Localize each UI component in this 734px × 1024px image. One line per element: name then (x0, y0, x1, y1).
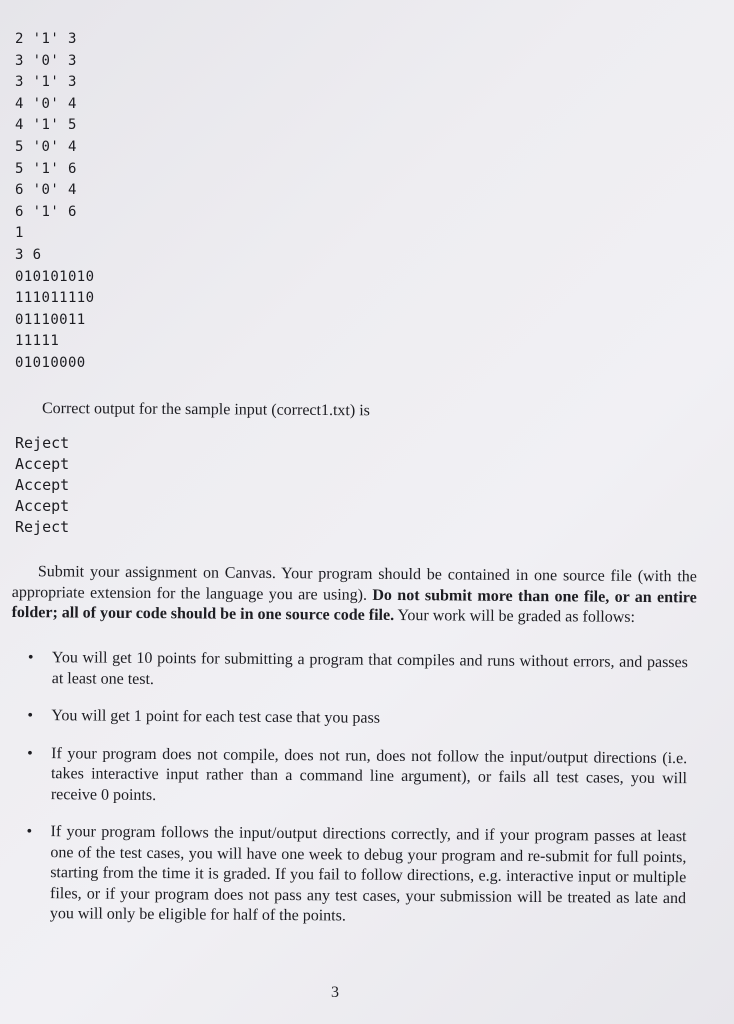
output-line: Reject (15, 518, 70, 536)
grading-item-text: You will get 1 point for each test case that you pass (51, 707, 381, 727)
correct-output-caption: Correct output for the sample input (correct1.txt) is (41, 400, 370, 420)
sample-input-line: 010101010 (15, 268, 95, 285)
grading-lead-in: Your work will be graded as follows: (397, 607, 636, 626)
sample-input-line: 3 '1' 3 (15, 74, 77, 91)
sample-input-line: 5 '0' 4 (15, 138, 77, 155)
submission-warning: Do not submit more than one file, or an entire folder; all of your code should be in one source code file. (11, 586, 697, 625)
sample-input-line: 01110011 (15, 311, 86, 328)
correct-output-listing (15, 433, 69, 538)
output-line: Accept (15, 497, 70, 515)
sample-input-line: 3 6 (15, 246, 42, 263)
sample-input-line: 3 '0' 3 (15, 52, 77, 69)
submission-intro: Submit your assignment on Canvas. Your program should be contained in one source file (with the appropriate extension for the language you are using). (11, 563, 697, 604)
sample-input-line: 4 '1' 5 (15, 117, 77, 134)
sample-input-line: 6 '1' 6 (15, 203, 77, 220)
sample-input-line: 4 '0' 4 (15, 95, 77, 112)
submission-paragraph (12, 562, 697, 629)
grading-item (27, 743, 687, 810)
output-line: Accept (15, 455, 70, 473)
bullet-icon: • (27, 706, 34, 725)
grading-item-text: If your program does not compile, does not run, does not follow the input/output directions (i.e. takes interactive input rather than a command line argument), or fails all test cases, you will receive 0 points. (50, 744, 688, 804)
page-number: 3 (331, 984, 339, 1001)
grading-item (28, 648, 688, 694)
sample-input-line: 1 (15, 225, 24, 242)
grading-item (27, 706, 687, 732)
bullet-icon: • (27, 648, 34, 667)
output-line: Accept (15, 476, 70, 494)
bullet-icon: • (26, 822, 33, 841)
grading-list (26, 648, 688, 947)
sample-input-line: 01010000 (15, 354, 86, 371)
bullet-icon: • (27, 744, 33, 762)
sample-input-line: 2 '1' 3 (15, 31, 77, 47)
grading-item-text: You will get 10 points for submitting a program that compiles and runs without errors, and passes at least one test. (51, 649, 688, 688)
grading-item-text: If your program follows the input/output directions correctly, and if your program passes at least one of the test cases, you will have one week to debug your program and re-submit for full points, starting from the time it is graded. If you fail to follow directions, e.g. interactive input or multiple files, or if your program does not pass any test cases, your submission will be treated as late and you will only be eligible for half of the points. (49, 823, 687, 925)
sample-input-line: 11111 (15, 333, 60, 350)
output-line: Reject (15, 434, 70, 452)
sample-input-line: 111011110 (15, 290, 95, 307)
sample-input-line: 5 '1' 6 (15, 160, 77, 177)
sample-input-line: 6 '0' 4 (15, 182, 77, 199)
sample-input-listing (15, 29, 94, 375)
grading-item (26, 822, 687, 930)
